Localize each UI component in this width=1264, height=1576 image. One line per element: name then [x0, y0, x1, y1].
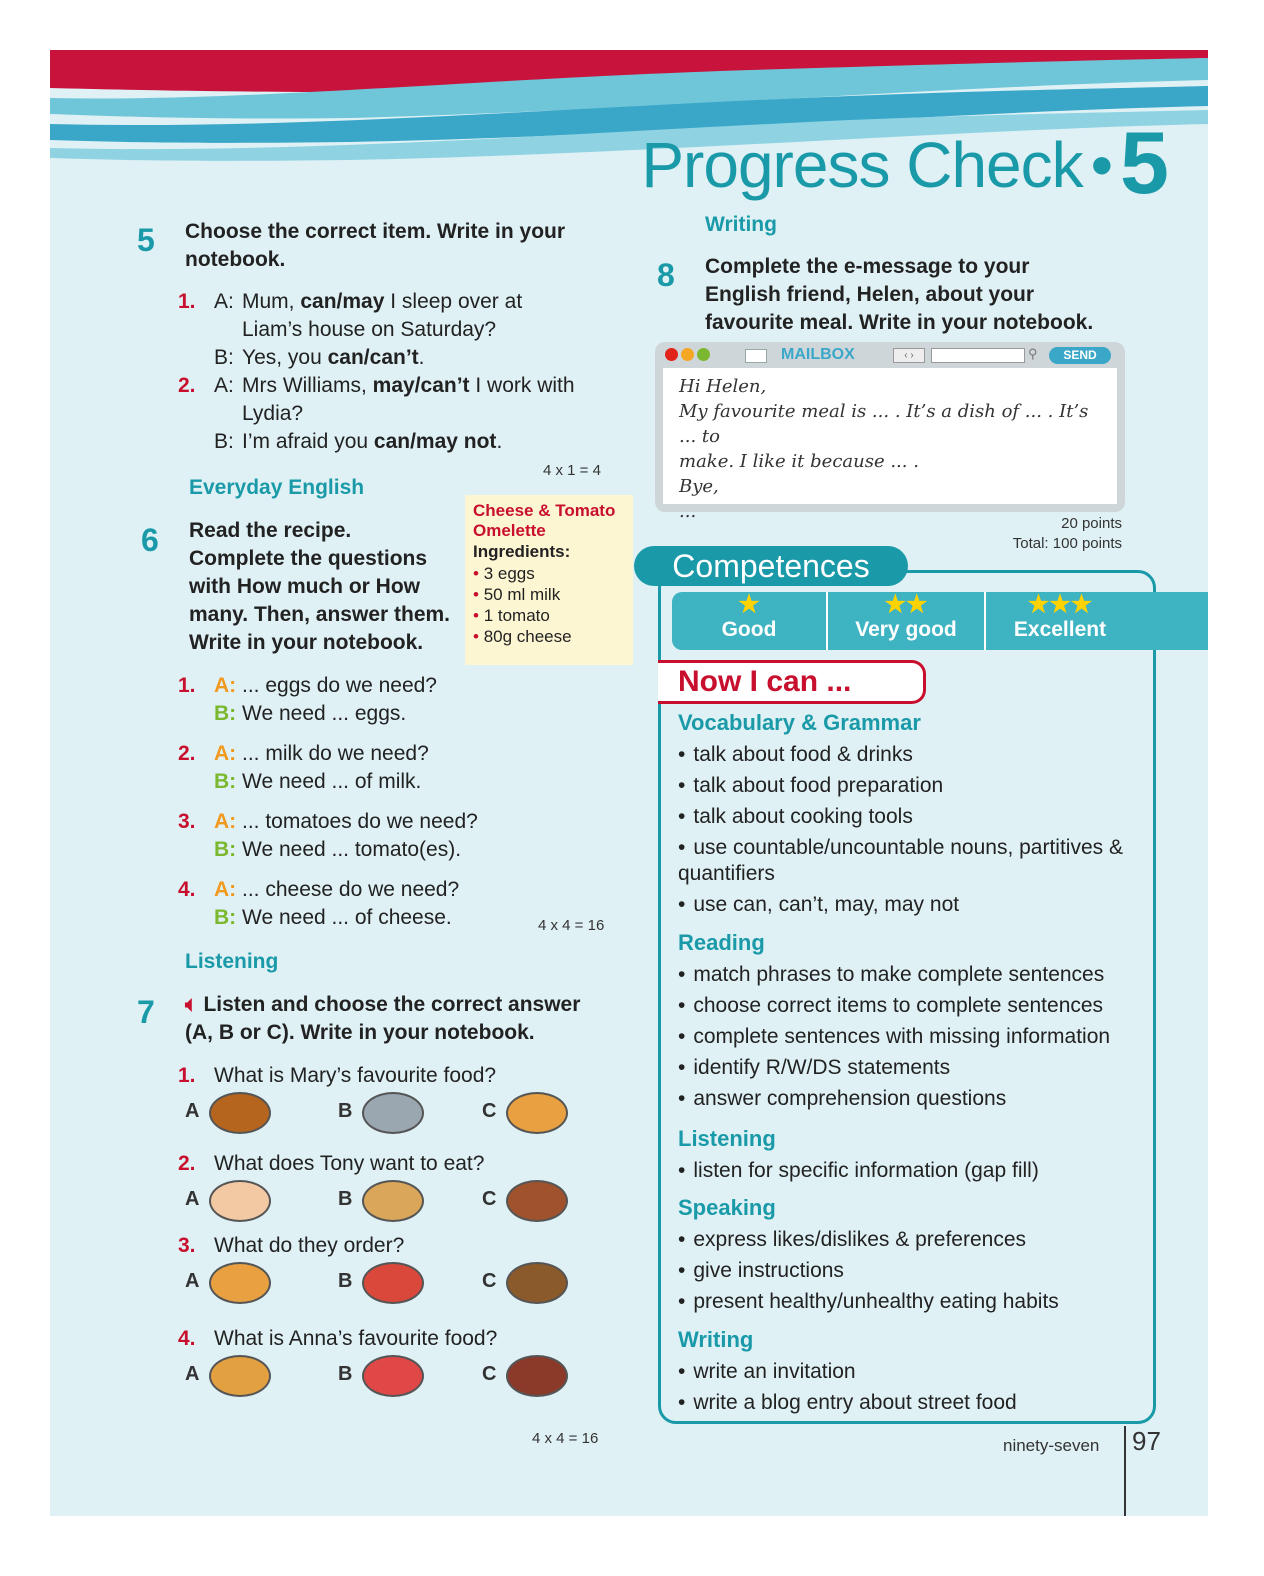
- exercise-5-score: 4 x 1 = 4: [543, 462, 601, 479]
- food-picture-icon[interactable]: [362, 1180, 424, 1222]
- dialogue-text: can/may: [300, 290, 385, 313]
- competence-item: • use countable/uncountable nouns, partitives & quantifiers: [678, 835, 1158, 887]
- audio-icon[interactable]: 🔈︎: [185, 993, 198, 1016]
- competence-item: • talk about food & drinks: [678, 742, 1158, 768]
- competence-item: • answer comprehension questions: [678, 1086, 1158, 1112]
- food-picture-icon[interactable]: [506, 1180, 568, 1222]
- bullet: •: [473, 585, 484, 604]
- food-picture-icon[interactable]: [506, 1262, 568, 1304]
- speaker-a-label: A:: [214, 810, 237, 833]
- unit-number: 5: [1120, 113, 1168, 212]
- speaker-a-label: A:: [214, 742, 237, 765]
- dialogue-text: Mrs Williams,: [242, 374, 373, 397]
- competence-item: • identify R/W/DS statements: [678, 1055, 1158, 1081]
- exercise-5-instruction: Choose the correct item. Write in your notebook.: [185, 220, 566, 271]
- option-c-label[interactable]: C: [482, 1100, 497, 1122]
- competence-heading: Vocabulary & Grammar: [678, 710, 921, 735]
- item-number: 4.: [178, 1327, 196, 1350]
- answer-line: [214, 768, 638, 796]
- competence-item: • use can, can’t, may, may not: [678, 892, 1158, 918]
- question-item: [178, 740, 638, 796]
- option-b-label[interactable]: B: [338, 1188, 353, 1210]
- total-points: Total: 100 points: [1012, 535, 1122, 552]
- rating-very-good: ★★ Very good: [828, 592, 986, 650]
- exercise-6-instruction: Read the recipe. Complete the questions with How much or How many. Then, answer them. Write in your notebook.: [189, 519, 451, 654]
- exercise-6-items: [178, 672, 638, 944]
- item-number: 3.: [178, 810, 196, 833]
- option-c-label[interactable]: C: [482, 1270, 497, 1292]
- answer-text: We need ... tomato(es).: [236, 838, 462, 861]
- exercise-7-score: 4 x 4 = 16: [532, 1430, 599, 1447]
- dialogue-text: can/can’t: [327, 346, 419, 369]
- listening-question: [178, 1232, 618, 1260]
- competence-item: • present healthy/unhealthy eating habits: [678, 1289, 1158, 1315]
- answer-text: We need ... of cheese.: [236, 906, 452, 929]
- competence-heading: Reading: [678, 930, 765, 955]
- competence-item: • talk about food preparation: [678, 773, 1158, 799]
- competences-title: Competences: [634, 546, 908, 586]
- dialogue-line: [178, 344, 618, 372]
- competence-item: • talk about cooking tools: [678, 804, 1158, 830]
- ingredient-text: 80g cheese: [483, 627, 572, 646]
- speaker-b-label: B:: [214, 906, 237, 929]
- speaker-a-label: A:: [214, 878, 237, 901]
- maximize-dot-icon: [697, 348, 710, 361]
- section-listening: Listening: [185, 950, 279, 973]
- option-b-label[interactable]: B: [338, 1100, 353, 1122]
- exercise-8-number: 8: [657, 257, 675, 293]
- listening-question: [178, 1325, 618, 1353]
- ratings-bar: [672, 592, 1208, 650]
- page: [50, 50, 1208, 1516]
- page-number: 97: [1132, 1426, 1161, 1456]
- nav-arrows-icon[interactable]: ‹ ›: [893, 348, 925, 363]
- dialogue-line: [178, 400, 618, 428]
- option-a-label[interactable]: A: [185, 1270, 200, 1292]
- recipe-title: Cheese & Tomato Omelette: [473, 501, 616, 540]
- dialogue-text: Liam’s house on Saturday?: [242, 318, 497, 341]
- question-text: ... tomatoes do we need?: [236, 810, 478, 833]
- competence-item: • listen for specific information (gap fill): [678, 1158, 1158, 1184]
- search-icon[interactable]: ⚲: [1028, 346, 1038, 361]
- competence-item: • express likes/dislikes & preferences: [678, 1227, 1158, 1253]
- speaker-label: A:: [214, 374, 234, 397]
- section-everyday-english: Everyday English: [189, 476, 365, 499]
- send-button[interactable]: SEND: [1049, 347, 1111, 364]
- food-picture-icon[interactable]: [362, 1262, 424, 1304]
- speaker-b-label: B:: [214, 702, 237, 725]
- option-a-label[interactable]: A: [185, 1363, 200, 1385]
- listening-question: [178, 1062, 618, 1090]
- question-text: What do they order?: [214, 1234, 405, 1257]
- dialogue-line: [178, 288, 618, 316]
- search-input[interactable]: [931, 348, 1025, 363]
- speaker-label: B:: [214, 346, 234, 369]
- option-b-label[interactable]: B: [338, 1270, 353, 1292]
- recipe-card: [465, 495, 633, 665]
- option-c-label[interactable]: C: [482, 1363, 497, 1385]
- dialogue-text: I sleep over at: [384, 290, 523, 313]
- rating-good: ★ Good: [672, 592, 828, 650]
- option-c-label[interactable]: C: [482, 1188, 497, 1210]
- close-dot-icon: [665, 348, 678, 361]
- item-number: 4.: [178, 878, 196, 901]
- bullet: •: [473, 627, 484, 646]
- answer-line: [214, 700, 638, 728]
- bullet: •: [473, 606, 484, 625]
- food-picture-icon[interactable]: [506, 1092, 568, 1134]
- recipe-ingredient: [473, 626, 625, 647]
- dialogue-line: [178, 316, 618, 344]
- speaker-label: A:: [214, 290, 234, 313]
- star-icon: ★: [738, 591, 760, 618]
- speaker-a-label: A:: [214, 674, 237, 697]
- exercise-8-instruction: Complete the e-message to your English friend, Helen, about your favourite meal. Write in your notebook.: [705, 255, 1094, 334]
- food-picture-icon[interactable]: [362, 1092, 424, 1134]
- dialogue-text: Lydia?: [242, 402, 304, 425]
- exercise-5-items: [178, 288, 618, 456]
- recipe-ingredient: [473, 605, 625, 626]
- page-number-words: ninety-seven: [1003, 1436, 1100, 1455]
- exercise-7-number: 7: [137, 994, 155, 1030]
- answer-text: We need ... of milk.: [236, 770, 422, 793]
- item-number: 1.: [178, 290, 196, 313]
- answer-line: [214, 836, 638, 864]
- competence-item: • choose correct items to complete sentences: [678, 993, 1158, 1019]
- speaker-label: B:: [214, 430, 234, 453]
- recipe-ingredient: [473, 584, 625, 605]
- speaker-b-label: B:: [214, 770, 237, 793]
- food-picture-icon[interactable]: [209, 1092, 271, 1134]
- food-picture-icon[interactable]: [506, 1355, 568, 1397]
- dialogue-text: .: [418, 346, 425, 369]
- now-i-can-heading: Now I can ...: [658, 660, 926, 704]
- food-picture-icon[interactable]: [209, 1262, 271, 1304]
- question-line: [214, 808, 638, 836]
- ingredient-text: 3 eggs: [483, 564, 535, 583]
- dialogue-text: I’m afraid you: [242, 430, 374, 453]
- item-number: 2.: [178, 374, 196, 397]
- item-number: 2.: [178, 742, 196, 765]
- exercise-8-points: 20 points: [1061, 515, 1122, 532]
- competence-item: • write a blog entry about street food: [678, 1390, 1158, 1416]
- option-b-label[interactable]: B: [338, 1363, 353, 1385]
- ingredient-text: 50 ml milk: [483, 585, 561, 604]
- competence-heading: Speaking: [678, 1195, 776, 1220]
- dialogue-text: may/can’t: [372, 374, 470, 397]
- envelope-icon: [745, 349, 767, 363]
- competence-item: • write an invitation: [678, 1359, 1158, 1385]
- page-title: Progress Check •5: [641, 113, 1168, 212]
- competence-heading: Listening: [678, 1126, 776, 1151]
- competence-item: • match phrases to make complete sentences: [678, 962, 1158, 988]
- star-icon: ★★★: [1027, 591, 1093, 618]
- competence-item: • give instructions: [678, 1258, 1158, 1284]
- ingredient-text: 1 tomato: [483, 606, 550, 625]
- question-text: What is Mary’s favourite food?: [214, 1064, 497, 1087]
- question-line: [214, 876, 638, 904]
- item-number: 1.: [178, 674, 196, 697]
- competence-item: • complete sentences with missing information: [678, 1024, 1158, 1050]
- exercise-6-number: 6: [141, 522, 159, 558]
- question-item: [178, 808, 638, 864]
- answer-text: We need ... eggs.: [236, 702, 407, 725]
- food-picture-icon[interactable]: [362, 1355, 424, 1397]
- dialogue-text: I work with: [469, 374, 575, 397]
- section-writing: Writing: [705, 213, 777, 236]
- bullet: •: [473, 564, 484, 583]
- food-picture-icon[interactable]: [209, 1355, 271, 1397]
- dialogue-text: Yes, you: [242, 346, 328, 369]
- exercise-6-score: 4 x 4 = 16: [538, 917, 605, 934]
- message-body[interactable]: Hi Helen, My favourite meal is ... . It’s a dish of ... . It’s ... to make. I like it because ... . Bye, ...: [663, 368, 1117, 504]
- dialogue-line: [178, 428, 618, 456]
- item-number: 3.: [178, 1234, 196, 1257]
- question-line: [214, 672, 638, 700]
- speaker-b-label: B:: [214, 838, 237, 861]
- recipe-ingredients-label: Ingredients:: [473, 542, 571, 561]
- question-text: ... cheese do we need?: [236, 878, 460, 901]
- dialogue-text: can/may not: [373, 430, 497, 453]
- dialogue-line: [178, 372, 618, 400]
- rating-excellent: ★★★ Excellent: [986, 592, 1134, 650]
- option-a-label[interactable]: A: [185, 1188, 200, 1210]
- question-text: What is Anna’s favourite food?: [214, 1327, 498, 1350]
- question-text: What does Tony want to eat?: [214, 1152, 485, 1175]
- question-text: ... milk do we need?: [236, 742, 429, 765]
- food-picture-icon[interactable]: [209, 1180, 271, 1222]
- option-a-label[interactable]: A: [185, 1100, 200, 1122]
- item-number: 2.: [178, 1152, 196, 1175]
- competence-heading: Writing: [678, 1327, 754, 1352]
- exercise-7-instruction: 🔈︎ Listen and choose the correct answer (A, B or C). Write in your notebook.: [185, 993, 581, 1044]
- question-line: [214, 740, 638, 768]
- footer-divider: [1124, 1426, 1126, 1516]
- item-number: 1.: [178, 1064, 196, 1087]
- question-item: [178, 672, 638, 728]
- mailbox-label: MAILBOX: [781, 346, 855, 363]
- exercise-5-number: 5: [137, 222, 155, 258]
- minimize-dot-icon: [681, 348, 694, 361]
- recipe-ingredient: [473, 563, 625, 584]
- mailbox-window: [655, 342, 1125, 522]
- dialogue-text: .: [496, 430, 503, 453]
- star-icon: ★★: [884, 591, 928, 618]
- dialogue-text: Mum,: [242, 290, 301, 313]
- listening-question: [178, 1150, 618, 1178]
- question-text: ... eggs do we need?: [236, 674, 437, 697]
